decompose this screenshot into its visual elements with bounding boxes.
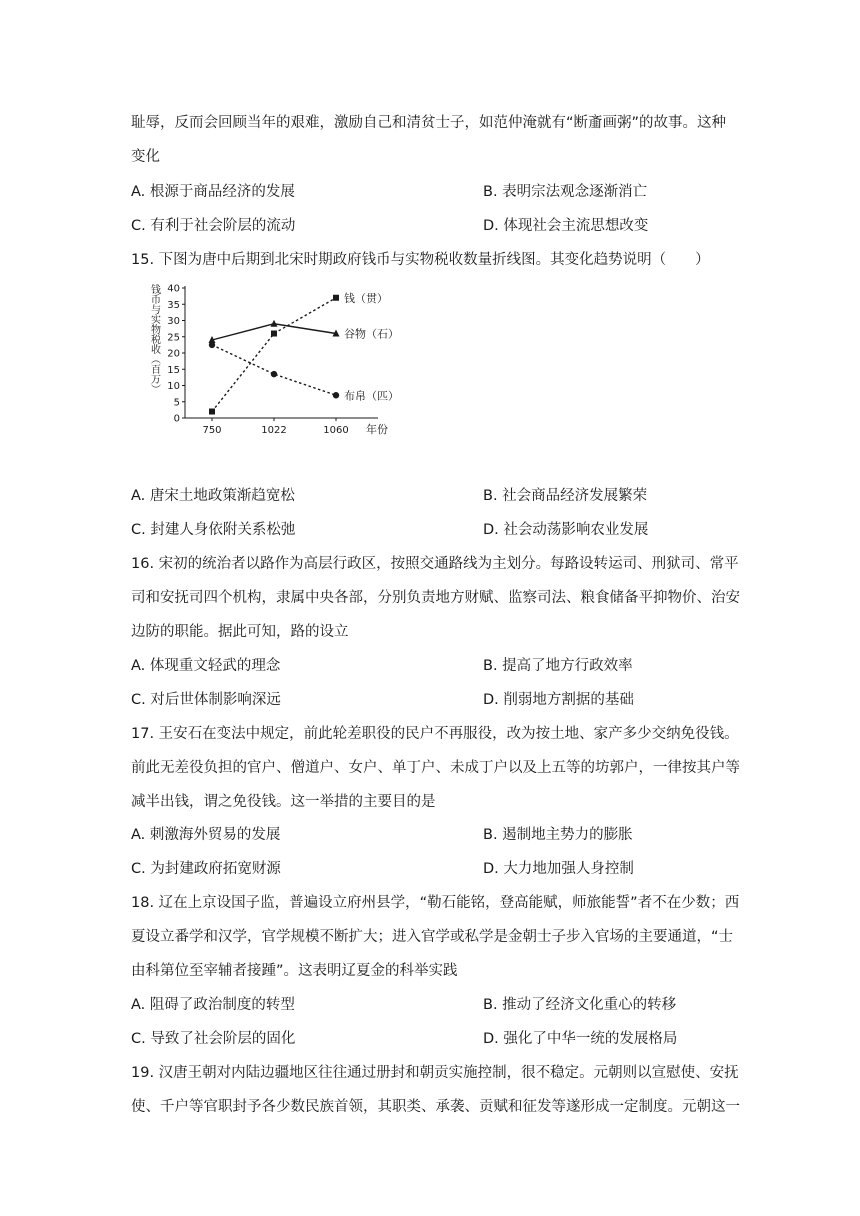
chart-series bbox=[209, 295, 340, 415]
x-tick-label: 1060 bbox=[323, 425, 349, 436]
q17-stem-line-2: 前此无差役负担的官户、僧道户、女户、单丁户、未成丁户以及上五等的坊郭户，一律按其户等 bbox=[131, 760, 740, 776]
y-tick-labels bbox=[167, 284, 180, 425]
q16-option-a: A. 体现重文轻武的理念 bbox=[131, 658, 281, 674]
data-point-square bbox=[271, 331, 277, 337]
x-tick-labels bbox=[202, 425, 348, 436]
q16-option-c: C. 对后世体制影响深远 bbox=[131, 692, 281, 708]
tax-line-chart bbox=[140, 280, 420, 440]
y-tick-label: 30 bbox=[167, 316, 180, 327]
data-point-triangle bbox=[271, 320, 278, 327]
x-tick-label: 750 bbox=[202, 425, 222, 436]
q15-option-c: C. 封建人身依附关系松弛 bbox=[131, 522, 296, 538]
y-tick-label: 20 bbox=[167, 348, 180, 360]
q19-stem-line-1: 19. 汉唐王朝对内陆边疆地区往往通过册封和朝贡实施控制，很不稳定。元朝则以宣慰使、安抚 bbox=[131, 1065, 739, 1081]
q18-stem-line-2: 夏设立番学和汉学，官学规模不断扩大；进入官学或私学是金朝士子步入官场的主要通道，“士 bbox=[131, 929, 734, 945]
q14-option-a: A. 根源于商品经济的发展 bbox=[131, 184, 295, 200]
series-label: 谷物（石） bbox=[344, 327, 399, 341]
y-tick-label: 25 bbox=[167, 332, 180, 344]
x-tick-label: 1022 bbox=[261, 425, 287, 436]
data-point-circle bbox=[333, 392, 339, 398]
intro-line-2: 变化 bbox=[131, 149, 160, 165]
q16-stem-line-2: 司和安抚司四个机构，隶属中央各部，分别负责地方财赋、监察司法、粮食储备平抑物价、治安 bbox=[131, 590, 740, 606]
q14-option-c: C. 有利于社会阶层的流动 bbox=[131, 218, 296, 234]
q18-option-c: C. 导致了社会阶层的固化 bbox=[131, 1031, 296, 1047]
q18-stem-line-3: 由科第位至宰辅者接踵”。这表明辽夏金的科举实践 bbox=[131, 963, 458, 979]
y-tick-label: 5 bbox=[173, 397, 180, 409]
y-tick-label: 10 bbox=[167, 381, 180, 392]
y-tick-label: 40 bbox=[167, 283, 180, 295]
q14-option-d: D. 体现社会主流思想改变 bbox=[483, 218, 649, 234]
series-line bbox=[212, 298, 336, 412]
q17-option-a: A. 刺激海外贸易的发展 bbox=[131, 827, 281, 843]
data-point-square bbox=[333, 295, 339, 301]
y-axis-title-text: 钱币与实物税收（百万） bbox=[148, 284, 160, 394]
q17-option-c: C. 为封建政府拓宽财源 bbox=[131, 861, 281, 877]
q19-stem-line-2: 使、千户等官职封予各少数民族首领，其职类、承袭、贡赋和征发等遂形成一定制度。元朝这一 bbox=[131, 1099, 740, 1115]
data-point-circle bbox=[271, 371, 277, 377]
q17-option-b: B. 遏制地主势力的膨胀 bbox=[483, 827, 633, 843]
q16-stem-line-1: 16. 宋初的统治者以路作为高层行政区，按照交通路线为主划分。每路设转运司、刑狱司、常平 bbox=[131, 556, 739, 572]
q15-option-a: A. 唐宋土地政策渐趋宽松 bbox=[131, 488, 295, 504]
q17-stem-line-1: 17. 王安石在变法中规定，前此轮差职役的民户不再服役，改为按土地、家产多少交纳免役钱。 bbox=[131, 726, 739, 742]
q18-stem-line-1: 18. 辽在上京设国子监，普遍设立府州县学，“勒石能铭，登高能赋，师旅能誓”者不在少数；西 bbox=[131, 895, 740, 911]
q17-stem-line-3: 减半出钱，谓之免役钱。这一举措的主要目的是 bbox=[131, 794, 436, 810]
y-axis-title bbox=[149, 283, 161, 394]
q14-option-b: B. 表明宗法观念逐渐消亡 bbox=[483, 184, 648, 200]
q15-option-b: B. 社会商品经济发展繁荣 bbox=[483, 488, 648, 504]
y-tick-label: 35 bbox=[167, 299, 180, 311]
y-tick-label: 15 bbox=[167, 364, 180, 376]
data-point-square bbox=[209, 409, 215, 415]
q15-option-d: D. 社会动荡影响农业发展 bbox=[483, 522, 649, 538]
y-tick-label: 0 bbox=[173, 413, 180, 425]
q15-stem: 15. 下图为唐中后期到北宋时期政府钱币与实物税收数量折线图。其变化趋势说明（ ） bbox=[131, 252, 710, 268]
q16-option-b: B. 提高了地方行政效率 bbox=[483, 658, 633, 674]
series-label: 布帛（匹） bbox=[344, 389, 399, 403]
intro-line-1: 耻辱，反而会回顾当年的艰难，激励自己和清贫士子，如范仲淹就有“断齑画粥”的故事。这种 bbox=[131, 115, 727, 131]
q18-option-a: A. 阻碍了政治制度的转型 bbox=[131, 997, 295, 1013]
series-label: 钱（贯） bbox=[344, 291, 388, 305]
x-axis-title: 年份 bbox=[366, 423, 388, 436]
series-labels bbox=[344, 291, 399, 403]
q18-option-d: D. 强化了中华一统的发展格局 bbox=[483, 1031, 678, 1047]
q17-option-d: D. 大力地加强人身控制 bbox=[483, 861, 634, 877]
q16-stem-line-3: 边防的职能。据此可知，路的设立 bbox=[131, 624, 349, 640]
q16-option-d: D. 削弱地方割据的基础 bbox=[483, 692, 634, 708]
data-point-circle bbox=[209, 342, 215, 348]
q18-option-b: B. 推动了经济文化重心的转移 bbox=[483, 997, 677, 1013]
